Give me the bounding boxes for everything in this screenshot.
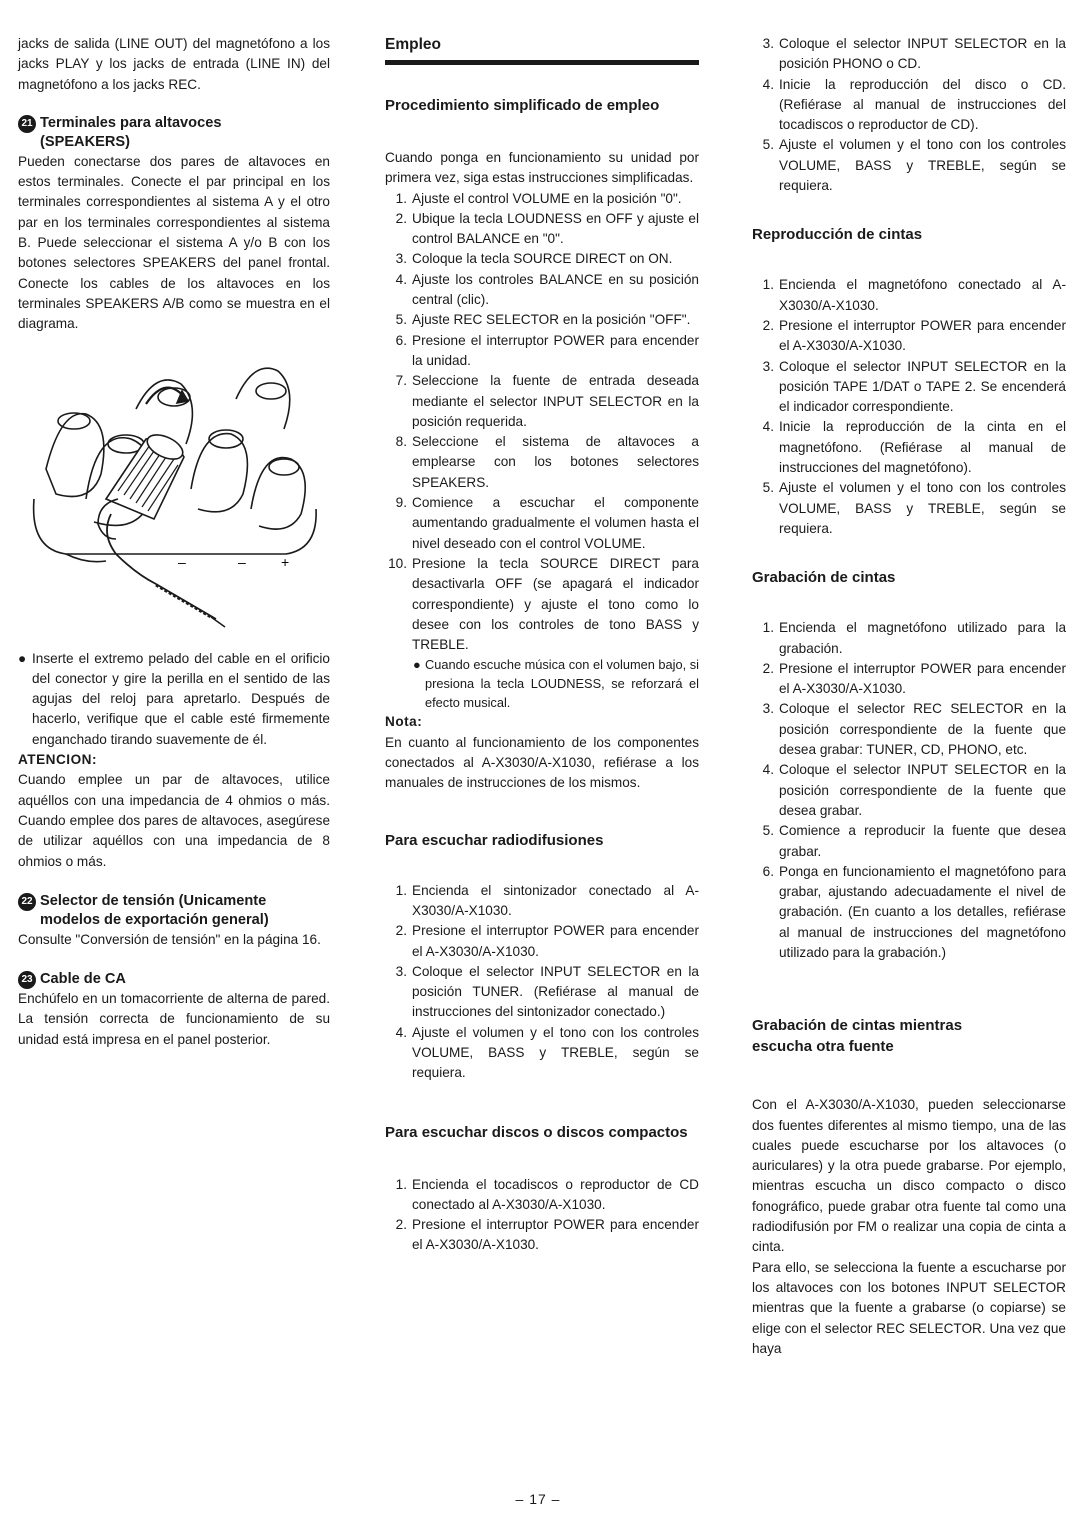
list-item [752,75,1066,136]
simplified-intro: Cuando ponga en funcionamiento su unidad por primera vez, siga estas instrucciones simplificadas. [385,150,699,186]
speakers-body: Pueden conectarse dos pares de altavoces en estos terminales. Conecte el par principal en los terminales correspondientes al sistema A y el otro par en los terminales correspondientes al sistema B. Puede seleccionar el sistema A y/o B con los botones selectores SPEAKERS del panel frontal. Conecte los cables de los altavoces en los terminales SPEAKERS A/B como se muestra en el diagrama. [18,153,330,332]
step-text: Comience a escuchar el componente aumentando gradualmente el volumen hasta el nivel deseado con el control VOLUME. [412,495,699,551]
step-text: Coloque el selector INPUT SELECTOR en la posición TAPE 1/DAT o TAPE 2. Se encenderá el indicador correspondiente. [779,358,1066,415]
rec-while-title [752,1015,1066,1057]
step-text: Ajuste el volumen y el tono con los controles VOLUME, BASS y TREBLE, según se requiera. [779,137,1066,194]
step-number: 2. [395,923,407,939]
step-number: 5. [762,137,774,153]
list-item [752,760,1066,821]
step-text: Ajuste REC SELECTOR en la posición "OFF". [412,312,691,328]
step-number: 5. [762,823,774,839]
page-section-title: Empleo [385,36,441,53]
step-number: 1. [762,620,774,636]
step-number: 5. [395,312,407,328]
list-item [752,34,1066,75]
step-number: 1. [395,882,407,898]
list-item [752,618,1066,659]
tape-play-steps-list [752,275,1066,539]
step-number: 2. [395,210,407,226]
step-number: 10. [388,555,407,571]
tape-rec-title: Grabación de cintas [752,569,896,587]
terminal-plus-label: + [281,553,290,570]
step-number: 8. [395,434,407,450]
step-number: 3. [762,36,774,51]
step-text: Inicie la reproducción del disco o CD. (Refiérase al manual de instrucciones del tocadiscos o reproductor de CD). [779,76,1066,133]
list-item [385,270,699,311]
step-text: Ponga en funcionamiento el magnetófono para grabar, ajustando adecuadamente el nivel de grabación. (En cuanto a los detalles, refiérase al manual de instrucciones del magnetófono utilizado para la grabación.) [779,863,1066,960]
list-item [385,432,699,493]
step-number: 3. [762,358,774,374]
ac-cable-title: Cable de CA [40,971,126,988]
step-text: Coloque la tecla SOURCE DIRECT on ON. [412,251,673,267]
list-item [752,275,1066,316]
insert-wire-bullet [18,649,330,750]
column-2 [385,34,699,1256]
step-text: Inicie la reproducción de la cinta en el magnetófono. (Refiérase al manual de instrucciones del magnetófono). [779,419,1066,476]
rec-while-body-1: Con el A-X3030/A-X1030, pueden seleccionarse dos fuentes diferentes al mismo tiempo, una de las cuales puede escucharse por los altavoces (o auriculares) y la otra puede grabarse. Por ejemplo, mientras escucha un disco compacto o disco fonográfico, puede grabar otra fuente tal como una radiodifusión por FM o realizar una copia de cinta a cinta. [752,1097,1066,1255]
step-number: 3. [395,251,407,267]
step-number: 6. [395,332,407,348]
step-text: Ajuste los controles BALANCE en su posición central (clic). [412,271,699,308]
step-text: Encienda el magnetófono conectado al A-X3030/A-X1030. [779,277,1066,313]
list-item [752,417,1066,478]
discs-steps-list [385,1175,699,1256]
list-item [752,821,1066,862]
ac-cable-body: Enchúfelo en un tomacorriente de alterna de pared. La tensión correcta de funcionamiento de su unidad está impresa en el panel posterior. [18,991,330,1047]
radio-steps-list [385,881,699,1084]
loudness-tip [385,655,699,712]
page-number: – 17 – [515,1491,561,1507]
step-text: Encienda el tocadiscos o reproductor de CD conectado al A-X3030/A-X1030. [412,1176,699,1212]
attention-body: Cuando emplee un par de altavoces, utilice aquéllos con una impedancia de 4 ohmios o más. Cuando emplee dos pares de altavoces, asegúrese de utilizar aquéllos con una impedancia de 8 ohmios o más. [18,772,330,869]
step-number: 2. [762,660,774,676]
section-number-badge: 21 [18,115,36,133]
list-item [752,316,1066,357]
note-label: Nota: [385,714,423,730]
list-item [385,209,699,250]
step-text: Coloque el selector INPUT SELECTOR en la posición correspondiente de la fuente que desea grabar. [779,762,1066,818]
list-item [752,357,1066,418]
section-number-badge: 22 [18,893,36,911]
step-number: 2. [762,317,774,333]
step-number: 4. [395,271,407,287]
step-text: Comience a reproducir la fuente que desea grabar. [779,823,1066,859]
list-item [752,862,1066,963]
step-text: Encienda el sintonizador conectado al A-X3030/A-X1030. [412,882,699,918]
insert-wire-text: Inserte el extremo pelado del cable en el orificio del conector y gire la perilla en el sentido de las agujas del reloj para apretarlo. Después de hacerlo, verifique que el cable esté firmemente enganchado tirando suavemente de él. [32,650,330,747]
speakers-subtitle: (SPEAKERS) [40,133,131,150]
tape-rec-steps-list [752,618,1066,963]
step-number: 1. [762,277,774,293]
list-item [385,493,699,554]
bullet-dot-icon: ● [18,650,27,666]
list-item [385,371,699,432]
step-number: 4. [762,76,774,92]
rec-while-body-2: Para ello, se selecciona la fuente a escucharse por los altavoces con los botones INPUT SELECTOR mientras que la fuente a grabarse (o copiarse) se elige con el selector REC SELECTOR. Una vez que haya [752,1259,1066,1356]
list-item [385,881,699,922]
terminal-minus-label-2: – [238,553,246,570]
step-text: Seleccione el sistema de altavoces a emplearse con los botones selectores SPEAKERS. [412,434,699,490]
speaker-terminal-illustration [26,349,326,641]
list-item [385,310,699,330]
step-text: Presione el interruptor POWER para encender la unidad. [412,332,699,368]
list-item [385,962,699,1023]
step-text: Ajuste el volumen y el tono con los controles VOLUME, BASS y TREBLE, según se requiera. [779,480,1066,536]
column-3 [752,34,1066,1359]
attention-label: ATENCION: [18,752,98,768]
section-number-badge: 23 [18,971,36,989]
rec-while-title-line1: Grabación de cintas mientras [752,1017,963,1035]
step-text: Encienda el magnetófono utilizado para la grabación. [779,620,1066,656]
step-number: 4. [762,762,774,778]
list-item [752,659,1066,700]
voltage-subtitle: modelos de exportación general) [40,911,269,928]
list-item [385,554,699,655]
terminal-minus-label-1: – [178,553,186,570]
column-1 [18,34,330,1050]
step-number: 5. [762,480,774,496]
step-number: 1. [395,1176,407,1192]
step-number: 3. [395,963,407,979]
step-text: Coloque el selector INPUT SELECTOR en la posición PHONO o CD. [779,36,1066,72]
step-text: Ajuste el control VOLUME en la posición "0". [412,190,682,206]
step-number: 2. [395,1217,407,1233]
voltage-title: Selector de tensión (Unicamente [40,892,267,909]
step-number: 7. [395,373,407,389]
voltage-body: Consulte "Conversión de tensión" en la página 16. [18,931,321,947]
discs-steps-continued-list [752,34,1066,196]
intro-text: jacks de salida (LINE OUT) del magnetófono a los jacks PLAY y los jacks de entrada (LINE IN) del magnetófono a los jacks REC. [18,36,330,92]
step-number: 3. [762,701,774,717]
step-text: Coloque el selector REC SELECTOR en la posición correspondiente de la fuente que desea grabar: TUNER, CD, PHONO, etc. [779,701,1066,758]
discs-title: Para escuchar discos o discos compactos [385,1123,688,1141]
step-number: 1. [395,190,407,206]
note-body: En cuanto al funcionamiento de los componentes conectados al A-X3030/A-X1030, refiérase a los manuales de instrucciones de los mismos. [385,734,699,791]
simplified-steps-list [385,189,699,656]
simplified-procedure-title: Procedimiento simplificado de empleo [385,97,660,114]
list-item [752,699,1066,760]
list-item [385,1023,699,1084]
step-text: Presione la tecla SOURCE DIRECT para desactivarla OFF (se apagará el indicador correspondiente) y ajuste el tono como lo desee con los controles de tono BASS y TREBLE. [412,555,699,653]
step-text: Presione el interruptor POWER para encender el A-X3030/A-X1030. [412,923,699,959]
loudness-tip-text: Cuando escuche música con el volumen bajo, si presiona la tecla LOUDNESS, se reforzará el efecto musical. [425,657,699,711]
step-text: Ubique la tecla LOUDNESS en OFF y ajuste el control BALANCE en "0". [412,210,699,247]
bullet-dot-icon: ● [413,657,421,673]
step-number: 6. [762,863,774,879]
step-text: Seleccione la fuente de entrada deseada mediante el selector INPUT SELECTOR en la posición requerida. [412,373,699,429]
speakers-title: Terminales para altavoces [40,114,222,131]
step-number: 9. [395,495,407,511]
list-item [752,478,1066,539]
list-item [385,331,699,372]
ac-cable-heading [18,970,330,989]
list-item [752,135,1066,196]
step-text: Presione el interruptor POWER para encender el A-X3030/A-X1030. [412,1217,699,1253]
step-text: Presione el interruptor POWER para encender el A-X3030/A-X1030. [779,317,1066,354]
voltage-heading [18,892,330,930]
step-text: Presione el interruptor POWER para encender el A-X3030/A-X1030. [779,660,1066,697]
step-text: Ajuste el volumen y el tono con los controles VOLUME, BASS y TREBLE, según se requiera. [412,1024,699,1081]
step-text: Coloque el selector INPUT SELECTOR en la posición TUNER. (Refiérase al manual de instrucciones del sintonizador conectado.) [412,963,699,1020]
radio-title: Para escuchar radiodifusiones [385,831,604,849]
terminal-post [46,413,104,497]
speakers-heading [18,114,330,152]
rec-while-title-line2: escucha otra fuente [752,1038,894,1056]
step-number: 4. [762,419,774,435]
list-item [385,921,699,962]
list-item [385,1215,699,1256]
tape-play-title: Reproducción de cintas [752,226,923,244]
step-number: 4. [395,1024,407,1040]
list-item [385,1175,699,1216]
list-item [385,189,699,209]
list-item [385,249,699,269]
